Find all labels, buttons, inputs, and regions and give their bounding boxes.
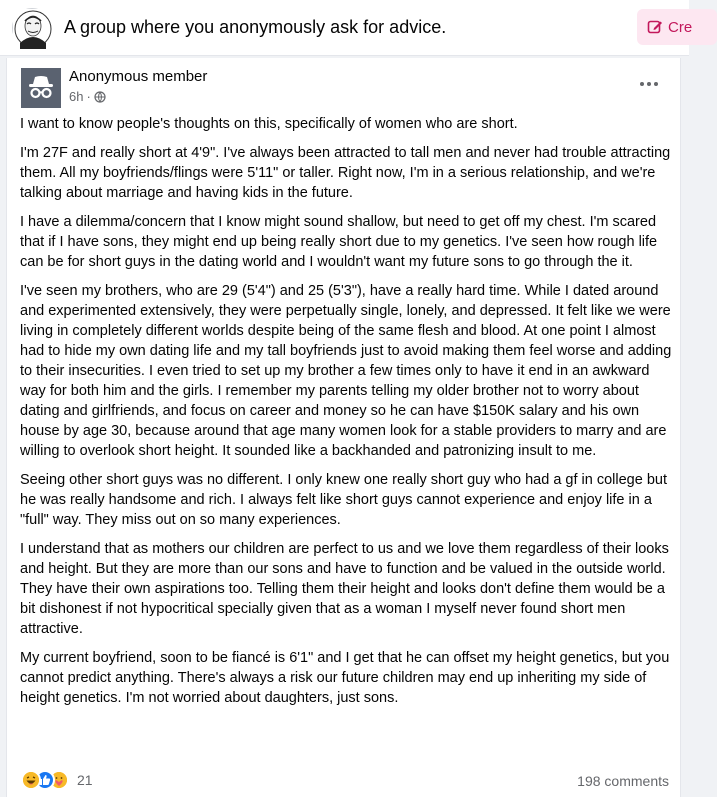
post-paragraph: I understand that as mothers our children are perfect to us and we love them regardless of their looks and height. But they are more than our sons and have to function and be valued in the outside world. They have their own aspirations too. Telling them their height and looks don't define them would be a bit dishonest if not hypocritical specially given that as a woman I myself never found short men attractive. xyxy=(20,541,669,637)
post-meta xyxy=(69,89,106,104)
globe-icon[interactable] xyxy=(94,91,106,103)
reaction-count: 21 xyxy=(77,772,93,788)
anonymous-mask-icon xyxy=(13,9,53,49)
post-paragraph: I've seen my brothers, who are 29 (5'4") and 25 (5'3"), have a really hard time. While I dated around and experimented extensively, they were perpetually single, lonely, and depressed. It felt like we were living in completely different worlds despite being of the same flesh and blood. At one point I almost had to hide my own dating life and my tall boyfriends just to avoid making them feel worse and adding to their insecurities. I even tried to set up my brother a few times only to have it end in an awkward way for both him and the girls. I remember my parents telling my older brother not to worry about dating and girlfriends, and focus on career and money so he can have $150K salary and his own house by age 30, because around that age many women look for a stable providers to marry and are willing to overlook short height. It sounded like a backhanded and patronizing insult to me. xyxy=(20,283,672,459)
create-button-label: Cre xyxy=(668,18,693,36)
post-paragraph: My current boyfriend, soon to be fiancé is 6'1" and I get that he can offset my height genetics, but you cannot predict anything. There's always a risk our future children may end up inheriting my side of height genetics. I'm not worried about daughters, just sons. xyxy=(20,650,670,706)
haha-icon xyxy=(21,770,41,790)
group-header xyxy=(0,0,693,56)
post-footer xyxy=(21,768,669,796)
edit-icon xyxy=(647,19,663,35)
post-paragraph: I have a dilemma/concern that I know might sound shallow, but need to get off my chest. I'm scared that if I have sons, they might end up being really short due to my genetics. I've seen how rough life can be for short guys in the dating world and I wouldn't want my future sons to go through the it. xyxy=(20,214,658,270)
post-time[interactable]: 6h xyxy=(69,89,84,104)
more-options-button[interactable] xyxy=(633,72,665,96)
avatar[interactable] xyxy=(21,68,61,108)
post-card xyxy=(6,58,681,797)
post-paragraph: I want to know people's thoughts on this, specifically of women who are short. xyxy=(20,116,518,132)
post-paragraph: I'm 27F and really short at 4'9". I've always been attracted to tall men and never had trouble attracting them. All my boyfriends/flings were 5'11" or taller. Right now, I'm in a serious relationship, and we're talking about marriage and having kids in the future. xyxy=(20,145,671,201)
meta-separator: · xyxy=(86,89,91,104)
group-title[interactable]: A group where you anonymously ask for advice. xyxy=(64,17,447,37)
author-name[interactable]: Anonymous member xyxy=(69,68,208,85)
group-avatar[interactable] xyxy=(12,8,52,48)
post-paragraph: Seeing other short guys was no different. I only knew one really short guy who had a gf in college but he was really handsome and rich. I always felt like short guys cannot experience and enjoy life in a "full" way. They miss out on so many experiences. xyxy=(20,472,667,528)
more-dots-icon xyxy=(639,81,659,87)
reactions-summary[interactable] xyxy=(21,770,93,790)
post-body xyxy=(20,114,672,717)
comments-count-link[interactable]: 198 comments xyxy=(577,773,669,789)
create-button[interactable] xyxy=(637,9,717,45)
incognito-icon xyxy=(21,68,61,108)
